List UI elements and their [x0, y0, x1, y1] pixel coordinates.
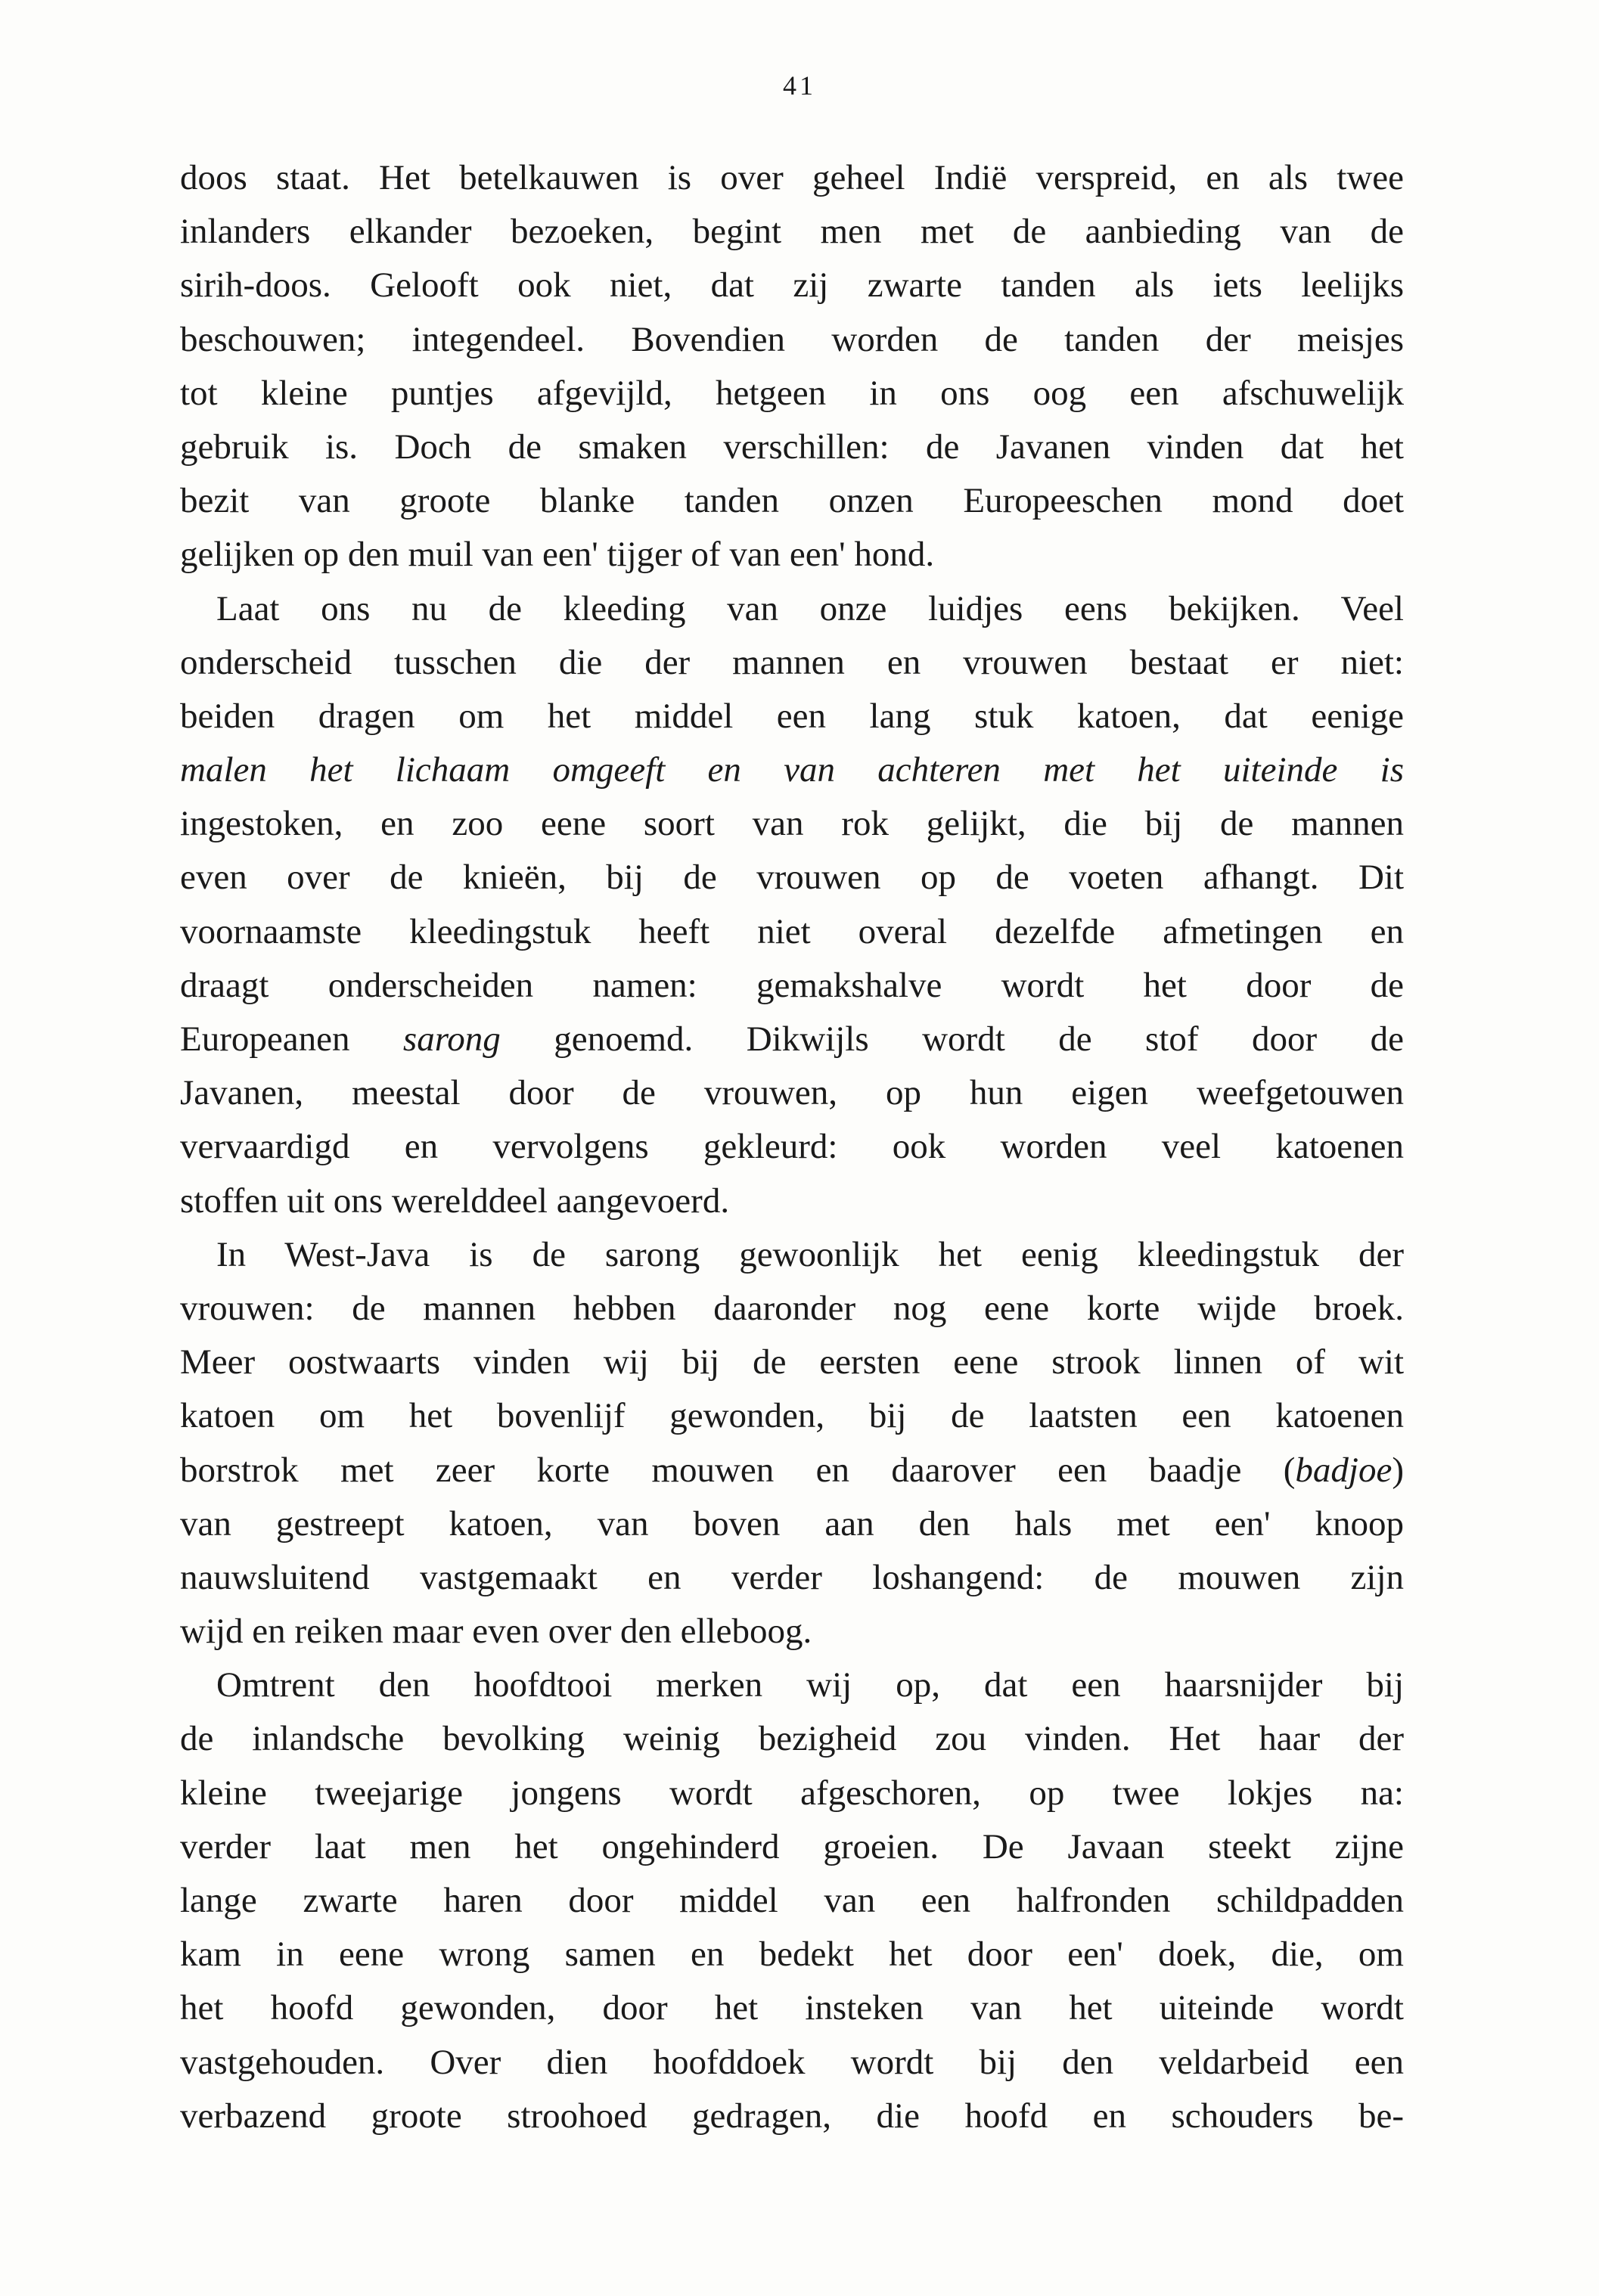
text-segment: gelijken op den muil van een' tijger of van een' hond.: [180, 535, 935, 575]
text-line: [180, 851, 1404, 904]
page-number: 41: [783, 70, 816, 101]
text-segment: verder laat men het ongehinderd groeien. De Javaan steekt zijne: [180, 1826, 1404, 1866]
text-segment: wijd en reiken maar even over den elleboog.: [180, 1612, 812, 1652]
paragraph: [180, 1228, 1404, 1659]
text-line: [180, 1228, 1404, 1282]
italic-text: malen het lichaam omgeeft en van achteren met het uiteinde is: [180, 750, 1404, 790]
text-segment: kleine tweejarige jongens wordt afgeschoren, op twee lokjes na:: [180, 1773, 1404, 1813]
text-line: [180, 1605, 1404, 1658]
text-line: [180, 1712, 1404, 1766]
text-line: [180, 905, 1404, 959]
text-segment: katoen om het bovenlijf gewonden, bij de laatsten een katoenen: [180, 1396, 1404, 1436]
paragraph: [180, 151, 1404, 582]
body-text: [180, 151, 1404, 2143]
italic-text: badjoe: [1295, 1450, 1393, 1490]
text-segment: Laat ons nu de kleeding van onze luidjes eens bekijken. Veel: [216, 588, 1404, 628]
text-segment: inlanders elkander bezoeken, begint men met de aanbieding van de: [180, 212, 1404, 252]
text-line: [180, 1658, 1404, 1712]
text-line: [180, 1336, 1404, 1389]
text-segment: borstrok met zeer korte mouwen en daarover een baadje (: [180, 1450, 1296, 1490]
text-line: [180, 1981, 1404, 2035]
text-line: [180, 743, 1404, 797]
text-line: [180, 1120, 1404, 1174]
paragraph: [180, 1658, 1404, 2143]
text-segment: nauwsluitend vastgemaakt en verder loshangend: de mouwen zijn: [180, 1557, 1404, 1597]
text-line: [180, 420, 1404, 474]
text-segment: beiden dragen om het middel een lang stuk katoen, dat eenige: [180, 696, 1404, 736]
text-line: [180, 636, 1404, 690]
text-segment: verbazend groote stroohoed gedragen, die hoofd en schouders be-: [180, 2096, 1404, 2136]
text-line: [180, 205, 1404, 259]
italic-text: sarong: [402, 1019, 501, 1059]
text-segment: onderscheid tusschen die der mannen en vrouwen bestaat er niet:: [180, 642, 1404, 682]
text-segment: sirih-doos. Gelooft ook niet, dat zij zwarte tanden als iets leelijks: [180, 265, 1404, 306]
text-line: [180, 1551, 1404, 1605]
text-line: [180, 2036, 1404, 2090]
text-line: [180, 1820, 1404, 1874]
text-segment: even over de knieën, bij de vrouwen op de voeten afhangt. Dit: [180, 858, 1404, 898]
text-segment: het hoofd gewonden, door het insteken van het uiteinde wordt: [180, 1988, 1404, 2028]
text-line: [180, 2090, 1404, 2143]
text-segment: vastgehouden. Over dien hoofddoek wordt bij den veldarbeid een: [180, 2042, 1404, 2082]
text-segment: voornaamste kleedingstuk heeft niet overal dezelfde afmetingen en: [180, 911, 1404, 951]
text-segment: de inlandsche bevolking weinig bezigheid zou vinden. Het haar der: [180, 1719, 1404, 1759]
text-segment: vrouwen: de mannen hebben daaronder nog eene korte wijde broek.: [180, 1288, 1404, 1328]
text-segment: van gestreept katoen, van boven aan den hals met een' knoop: [180, 1503, 1404, 1544]
text-segment: Meer oostwaarts vinden wij bij de eersten eene strook linnen of wit: [180, 1342, 1404, 1382]
text-line: [180, 1389, 1404, 1443]
text-segment: gebruik is. Doch de smaken verschillen: de Javanen vinden dat het: [180, 427, 1404, 467]
text-line: [180, 1928, 1404, 1981]
text-segment: bezit van groote blanke tanden onzen Europeeschen mond doet: [180, 481, 1404, 521]
text-line: [180, 1174, 1404, 1228]
text-segment: stoffen uit ons werelddeel aangevoerd.: [180, 1181, 730, 1221]
text-segment: lange zwarte haren door middel van een halfronden schildpadden: [180, 1881, 1404, 1920]
text-segment: genoemd. Dikwijls wordt de stof door de: [500, 1019, 1404, 1059]
text-segment: In West-Java is de sarong gewoonlijk het eenig kleedingstuk der: [216, 1234, 1404, 1274]
text-line: [180, 582, 1404, 636]
text-segment: tot kleine puntjes afgevijld, hetgeen in ons oog een afschuwelijk: [180, 373, 1404, 413]
text-line: [180, 1874, 1404, 1928]
text-segment: doos staat. Het betelkauwen is over geheel Indië verspreid, en als twee: [180, 158, 1404, 197]
text-line: [180, 313, 1404, 367]
paragraph: [180, 582, 1404, 1228]
text-line: [180, 151, 1404, 205]
text-segment: kam in eene wrong samen en bedekt het door een' doek, die, om: [180, 1935, 1404, 1975]
text-line: [180, 1282, 1404, 1336]
text-segment: vervaardigd en vervolgens gekleurd: ook worden veel katoenen: [180, 1127, 1404, 1167]
text-segment: Omtrent den hoofdtooi merken wij op, dat een haarsnijder bij: [216, 1665, 1404, 1705]
text-line: [180, 259, 1404, 312]
text-line: [180, 1444, 1404, 1497]
text-line: [180, 528, 1404, 582]
text-segment: Javanen, meestal door de vrouwen, op hun eigen weefgetouwen: [180, 1073, 1404, 1113]
text-line: [180, 797, 1404, 851]
text-segment: draagt onderscheiden namen: gemakshalve wordt het door de: [180, 965, 1404, 1005]
text-line: [180, 367, 1404, 420]
text-line: [180, 474, 1404, 528]
text-line: [180, 1767, 1404, 1820]
text-segment: beschouwen; integendeel. Bovendien worden de tanden der meisjes: [180, 319, 1404, 359]
text-segment: ingestoken, en zoo eene soort van rok gelijkt, die bij de mannen: [180, 804, 1404, 844]
text-line: [180, 1013, 1404, 1066]
text-line: [180, 1497, 1404, 1551]
text-line: [180, 959, 1404, 1013]
text-segment: ): [1392, 1450, 1404, 1490]
text-line: [180, 690, 1404, 743]
text-segment: Europeanen: [180, 1019, 403, 1059]
text-line: [180, 1066, 1404, 1120]
